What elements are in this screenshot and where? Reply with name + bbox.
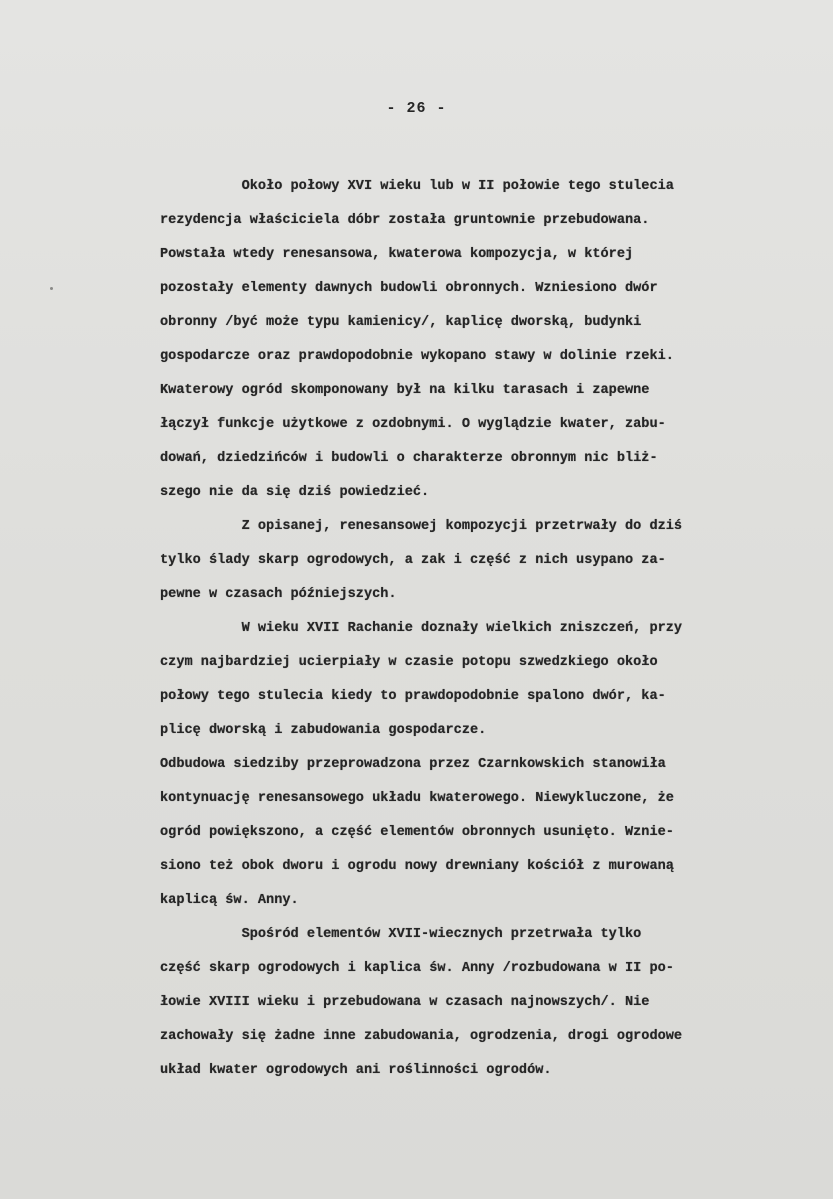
text-line: kontynuację renesansowego układu kwaterowego. Niewykluczone, że bbox=[160, 791, 674, 806]
text-line: zachowały się żadne inne zabudowania, ogrodzenia, drogi ogrodowe bbox=[160, 1029, 683, 1044]
text-line: Kwaterowy ogród skomponowany był na kilku tarasach i zapewne bbox=[160, 383, 650, 398]
text-line: pozostały elementy dawnych budowli obronnych. Wzniesiono dwór bbox=[160, 281, 658, 296]
text-line: W wieku XVII Rachanie doznały wielkich zniszczeń, przy bbox=[160, 621, 683, 636]
text-line: gospodarcze oraz prawdopodobnie wykopano stawy w dolinie rzeki. bbox=[160, 349, 674, 364]
text-line: czym najbardziej ucierpiały w czasie potopu szwedzkiego około bbox=[160, 655, 658, 670]
text-line: łączył funkcje użytkowe z ozdobnymi. O wyglądzie kwater, zabu- bbox=[160, 417, 666, 432]
text-line: dowań, dziedzińców i budowli o charakterze obronnym nic bliż- bbox=[160, 451, 658, 466]
text-line: Z opisanej, renesansowej kompozycji przetrwały do dziś bbox=[160, 519, 683, 534]
text-line: układ kwater ogrodowych ani roślinności ogrodów. bbox=[160, 1063, 552, 1078]
text-line: plicę dworską i zabudowania gospodarcze. bbox=[160, 723, 487, 738]
text-line: obronny /być może typu kamienicy/, kaplicę dworską, budynki bbox=[160, 315, 642, 330]
text-line: tylko ślady skarp ogrodowych, a zak i część z nich usypano za- bbox=[160, 553, 666, 568]
text-line: pewne w czasach późniejszych. bbox=[160, 587, 397, 602]
text-line: siono też obok dworu i ogrodu nowy drewniany kościół z murowaną bbox=[160, 859, 674, 874]
text-line: Około połowy XVI wieku lub w II połowie tego stulecia bbox=[160, 179, 674, 194]
body-text bbox=[160, 170, 810, 1088]
text-line: rezydencja właściciela dóbr została gruntownie przebudowana. bbox=[160, 213, 650, 228]
page-number: - 26 - bbox=[386, 100, 447, 117]
text-line: szego nie da się dziś powiedzieć. bbox=[160, 485, 430, 500]
scan-speck bbox=[50, 287, 53, 290]
text-line: ogród powiększono, a część elementów obronnych usunięto. Wznie- bbox=[160, 825, 674, 840]
text-line: łowie XVIII wieku i przebudowana w czasach najnowszych/. Nie bbox=[160, 995, 650, 1010]
text-line: Odbudowa siedziby przeprowadzona przez Czarnkowskich stanowiła bbox=[160, 757, 666, 772]
text-line: połowy tego stulecia kiedy to prawdopodobnie spalono dwór, ka- bbox=[160, 689, 666, 704]
text-line: Spośród elementów XVII-wiecznych przetrwała tylko bbox=[160, 927, 642, 942]
text-line: Powstała wtedy renesansowa, kwaterowa kompozycja, w której bbox=[160, 247, 634, 262]
text-line: kaplicą św. Anny. bbox=[160, 893, 299, 908]
text-line: część skarp ogrodowych i kaplica św. Anny /rozbudowana w II po- bbox=[160, 961, 674, 976]
